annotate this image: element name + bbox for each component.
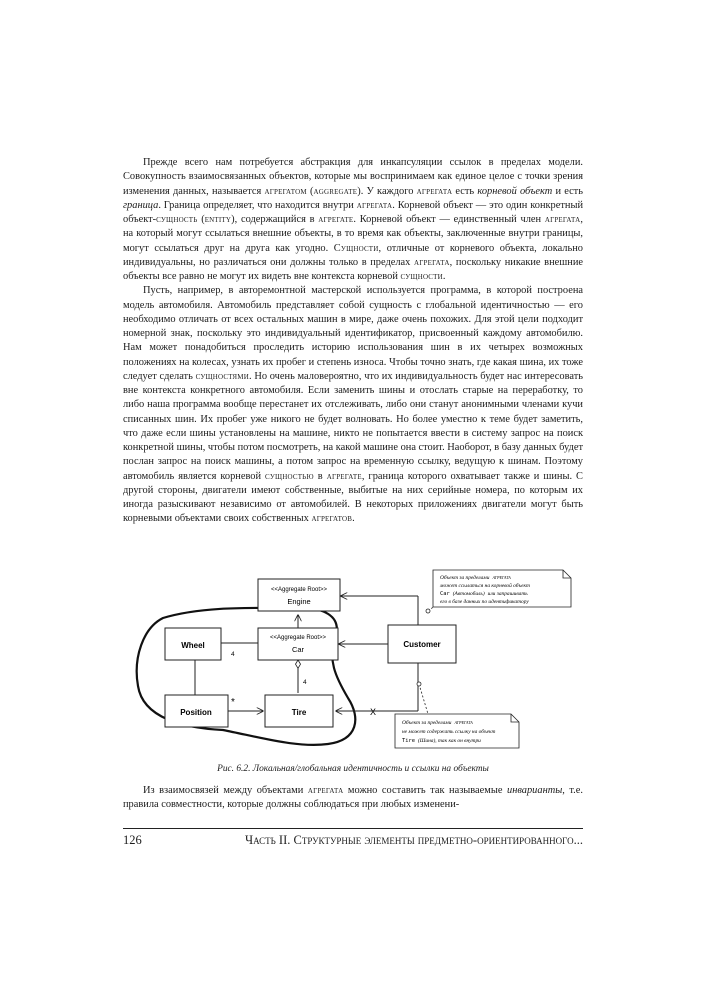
note1-line3: Car (Автомобиль) или запрашивать	[440, 591, 528, 597]
body-text	[123, 156, 583, 527]
engine-stereotype: <<Aggregate Root>>	[270, 587, 328, 593]
note2-line2: не может содержать ссылку на объект	[402, 729, 496, 735]
paragraph-invariants: Из взаимосвязей между объектами агрегата можно составить так называемые инварианты, т.е. правила совместности, которые должны соблюдаться при любых изменени-	[123, 785, 583, 811]
car-label: Car	[291, 645, 305, 654]
customer-label: Customer	[403, 640, 441, 649]
position-multiplicity: *	[231, 697, 235, 708]
forbidden-reference-mark: X	[370, 707, 377, 717]
note2-line3: Tire (Шина), так как он внутри	[402, 738, 481, 744]
car-stereotype: <<Aggregate Root>>	[269, 635, 327, 641]
tire-multiplicity: 4	[303, 679, 307, 686]
note2-anchor	[417, 682, 421, 686]
engine-box	[258, 579, 340, 611]
note1-line2: может ссылаться на корневой объект	[440, 583, 530, 589]
note2-connector	[419, 684, 428, 714]
paragraph-car-example: Пусть, например, в авторемонтной мастерской используется программа, в которой построена модель автомобиля. Автомобиль представляет собой сущность с глобальной идентичностью — его необходимо отличать от всех остальных машин в мире, даже очень похожих. Для этой цели подходит номерной знак, поскольку это индивидуальный идентификатор, присвоенный каждому автомобилю. Нам может понадобиться проследить историю использования шин в их четырех возможных положениях на колесах, узнать их пробег и степень износа. Чтобы точно знать, где какая шина, их тоже следует сделать сущностями. Но очень маловероятно, что их индивидуальность будет нас интересовать вне контекста конкретного автомобиля. Если заменить шины и отослать старые на переработку, то либо наша программа вообще перестанет их отслеживать, либо они станут анонимными членами кучи списанных шин. Их пробег уже никого не будет волновать. Но более уместно к теме будет заметить, что даже если шины установлены на машине, никто не попытается ввести в систему запрос на поиск конкретной шины, чтобы потом посмотреть, на какой машине она стоит. Наоборот, в базу данных будет послан запрос на поиск машины, а потом запрос на временную ссылку, ведущую к шинам. Поэтому автомобиль является корневой сущностью в агрегате, граница которого охватывает также и шины. С другой стороны, двигатели имеют собственные, выбитые на них серийные номера, по которым их иногда разыскивают независимо от автомобилей. В некоторых приложениях двигатели могут быть корневыми объектами своих собственных агрегатов.	[123, 285, 584, 525]
body-text-continued	[123, 784, 583, 813]
note1-text: Объект за пределами агрегата	[440, 575, 511, 581]
figure-aggregate-diagram	[123, 568, 583, 758]
note1-line4: его в базе данных по идентификатору	[440, 599, 529, 605]
car-box	[258, 628, 338, 660]
uml-diagram	[123, 568, 583, 758]
page-number: 126	[123, 833, 142, 847]
wheel-multiplicity: 4	[231, 651, 235, 658]
engine-label: Engine	[287, 597, 311, 606]
note2-text: Объект за пределами агрегата	[402, 720, 473, 726]
wheel-label: Wheel	[181, 641, 205, 650]
figure-caption: Рис. 6.2. Локальная/глобальная идентичность и ссылки на объекты	[217, 764, 489, 774]
tire-label: Tire	[291, 708, 307, 717]
paragraph-aggregate-definition: Прежде всего нам потребуется абстракция для инкапсуляции ссылок в пределах модели. Совокупность взаимосвязанных объектов, которые мы воспринимаем как единое целое с точки зрения изменения данных, называется агрегатом (aggregate). У каждого агрегата есть корневой объект и есть граница. Граница определяет, что находится внутри агрегата. Корневой объект — это один конкретный объект-сущность (entity), содержащийся в агрегате. Корневой объект — единственный член агрегата, на который могут ссылаться внешние объекты, в то время как объекты, заключенные внутри границы, могут ссылаться друг на друга как угодно. Сущности, отличные от корневого объекта, локально индивидуальны, но различаться они должны только в пределах агрегата, поскольку никакие внешние объекты все равно не могут их видеть вне контекста корневой сущности.	[123, 157, 583, 282]
running-head: Часть II. Структурные элементы предметно-ориентированного...	[244, 833, 583, 847]
note1-anchor	[426, 609, 430, 613]
footer-rule	[123, 828, 583, 829]
position-label: Position	[180, 708, 212, 717]
